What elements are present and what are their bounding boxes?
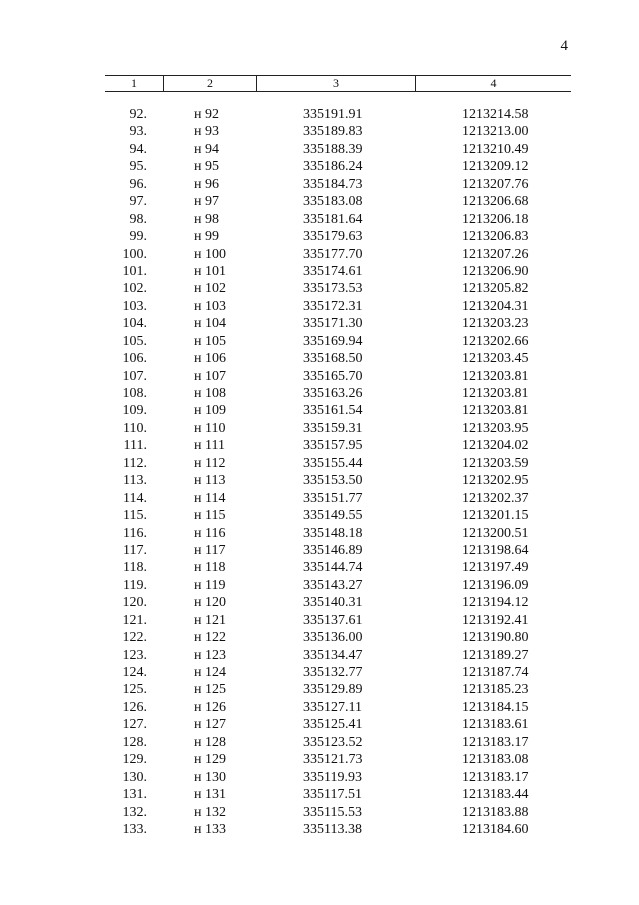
coordinate-y: 1213209.12 (462, 159, 529, 175)
table-row (0, 664, 639, 681)
coordinate-y: 1213203.95 (462, 420, 529, 436)
point-number: 128. (122, 734, 147, 750)
point-label: н 111 (194, 438, 225, 454)
point-label: н 99 (194, 229, 219, 245)
point-number: 117. (123, 542, 147, 558)
point-label: н 97 (194, 194, 219, 210)
coordinate-x: 335157.95 (303, 438, 363, 454)
coordinate-y: 1213189.27 (462, 647, 529, 663)
point-number: 124. (122, 665, 147, 680)
coordinate-x: 335159.31 (303, 420, 363, 436)
coordinate-x: 335183.08 (303, 194, 363, 210)
coordinate-y: 1213190.80 (462, 630, 529, 646)
point-label: н 93 (194, 124, 219, 140)
point-number: 98. (129, 211, 147, 227)
table-row (0, 298, 639, 315)
point-label: н 119 (194, 577, 226, 593)
point-number: 105. (122, 333, 147, 349)
point-label: н 133 (194, 821, 226, 837)
table-row (0, 106, 639, 123)
coordinate-y: 1213183.44 (462, 787, 529, 803)
coordinate-x: 335121.73 (303, 752, 363, 768)
point-number: 118. (123, 560, 147, 576)
coordinate-y: 1213202.95 (462, 473, 529, 489)
coordinate-x: 335191.91 (303, 107, 363, 122)
point-number: 122. (122, 630, 147, 646)
point-label: н 116 (194, 525, 226, 541)
coordinate-y: 1213205.82 (462, 281, 529, 297)
coordinate-x: 335181.64 (303, 211, 363, 227)
point-label: н 123 (194, 647, 226, 663)
point-number: 129. (122, 752, 147, 768)
coordinate-y: 1213207.26 (462, 246, 529, 262)
coordinate-x: 335132.77 (303, 665, 363, 680)
header-column-3: 3 (256, 76, 415, 91)
coordinate-y: 1213183.88 (462, 804, 529, 820)
table-row (0, 577, 639, 594)
point-label: н 96 (194, 176, 219, 192)
coordinate-x: 335136.00 (303, 630, 363, 646)
coordinate-y: 1213207.76 (462, 176, 529, 192)
table-row (0, 193, 639, 210)
point-number: 104. (122, 316, 147, 332)
point-label: н 127 (194, 717, 226, 733)
point-number: 92. (129, 107, 147, 122)
table-header (105, 75, 571, 92)
point-number: 97. (129, 194, 147, 210)
point-label: н 131 (194, 787, 226, 803)
point-number: 123. (122, 647, 147, 663)
table-row (0, 315, 639, 332)
coordinate-x: 335179.63 (303, 229, 363, 245)
coordinate-x: 335146.89 (303, 542, 363, 558)
point-label: н 121 (194, 612, 226, 628)
coordinate-y: 1213183.17 (462, 769, 529, 785)
table-row (0, 350, 639, 367)
coordinate-x: 335140.31 (303, 595, 363, 611)
coordinate-y: 1213206.68 (462, 194, 529, 210)
point-number: 121. (122, 612, 147, 628)
table-row (0, 176, 639, 193)
point-number: 132. (122, 804, 147, 820)
point-label: н 124 (194, 665, 226, 680)
coordinate-y: 1213184.15 (462, 699, 529, 715)
point-number: 108. (122, 386, 147, 401)
point-label: н 128 (194, 734, 226, 750)
table-row (0, 228, 639, 245)
coordinate-y: 1213203.23 (462, 316, 529, 332)
point-label: н 106 (194, 351, 226, 367)
coordinate-y: 1213183.17 (462, 734, 529, 750)
table-row (0, 246, 639, 263)
table-row (0, 141, 639, 158)
point-number: 116. (123, 525, 147, 541)
point-label: н 98 (194, 211, 219, 227)
point-label: н 109 (194, 403, 226, 419)
coordinate-x: 335168.50 (303, 351, 363, 367)
point-label: н 105 (194, 333, 226, 349)
coordinate-y: 1213194.12 (462, 595, 529, 611)
table-row (0, 263, 639, 280)
point-label: н 122 (194, 630, 226, 646)
table-row (0, 804, 639, 821)
point-number: 110. (123, 420, 147, 436)
coordinate-x: 335113.38 (303, 821, 362, 837)
point-number: 109. (122, 403, 147, 419)
table-row (0, 699, 639, 716)
table-row (0, 559, 639, 576)
coordinate-x: 335134.47 (303, 647, 363, 663)
header-column-4: 4 (415, 76, 571, 91)
coordinate-x: 335174.61 (303, 263, 363, 279)
point-label: н 120 (194, 595, 226, 611)
point-number: 120. (122, 595, 147, 611)
point-number: 99. (129, 229, 147, 245)
header-column-1: 1 (131, 76, 137, 90)
point-label: н 101 (194, 263, 226, 279)
coordinate-x: 335161.54 (303, 403, 363, 419)
coordinate-y: 1213198.64 (462, 542, 529, 558)
point-number: 93. (129, 124, 147, 140)
coordinate-y: 1213206.18 (462, 211, 529, 227)
coordinate-x: 335149.55 (303, 508, 363, 524)
coordinate-x: 335186.24 (303, 159, 363, 175)
table-row (0, 437, 639, 454)
coordinate-y: 1213204.02 (462, 438, 529, 454)
coordinate-y: 1213206.90 (462, 263, 529, 279)
coordinate-x: 335189.83 (303, 124, 363, 140)
coordinate-y: 1213203.45 (462, 351, 529, 367)
coordinate-x: 335144.74 (303, 560, 363, 576)
table-row (0, 647, 639, 664)
coordinate-x: 335127.11 (303, 699, 362, 715)
coordinate-x: 335129.89 (303, 682, 363, 698)
table-row (0, 490, 639, 507)
coordinate-x: 335177.70 (303, 246, 363, 262)
coordinates-table-body (0, 106, 639, 838)
point-number: 103. (122, 298, 147, 314)
coordinate-y: 1213202.37 (462, 490, 529, 506)
table-row (0, 629, 639, 646)
point-label: н 118 (194, 560, 226, 576)
coordinate-x: 335184.73 (303, 176, 363, 192)
point-number: 126. (122, 699, 147, 715)
point-label: н 108 (194, 386, 226, 401)
point-number: 113. (123, 473, 147, 489)
coordinate-y: 1213183.08 (462, 752, 529, 768)
point-number: 119. (123, 577, 147, 593)
point-label: н 125 (194, 682, 226, 698)
point-label: н 102 (194, 281, 226, 297)
coordinate-x: 335163.26 (303, 386, 363, 401)
table-row (0, 280, 639, 297)
coordinate-y: 1213196.09 (462, 577, 529, 593)
coordinate-y: 1213200.51 (462, 525, 529, 541)
point-label: н 114 (194, 490, 226, 506)
point-number: 101. (122, 263, 147, 279)
point-label: н 95 (194, 159, 219, 175)
point-label: н 126 (194, 699, 226, 715)
point-number: 111. (123, 438, 147, 454)
table-row (0, 455, 639, 472)
coordinate-y: 1213201.15 (462, 508, 529, 524)
coordinate-x: 335171.30 (303, 316, 363, 332)
coordinate-y: 1213203.81 (462, 403, 529, 419)
point-number: 130. (122, 769, 147, 785)
coordinate-y: 1213214.58 (462, 107, 529, 122)
point-label: н 107 (194, 368, 226, 384)
coordinate-x: 335155.44 (303, 455, 363, 471)
coordinate-y: 1213187.74 (462, 665, 529, 680)
coordinate-y: 1213210.49 (462, 141, 529, 157)
table-row (0, 402, 639, 419)
point-number: 125. (122, 682, 147, 698)
table-row (0, 612, 639, 629)
coordinate-x: 335188.39 (303, 141, 363, 157)
table-row (0, 716, 639, 733)
coordinate-y: 1213203.81 (462, 386, 529, 401)
coordinate-y: 1213202.66 (462, 333, 529, 349)
table-row (0, 751, 639, 768)
coordinate-y: 1213206.83 (462, 229, 529, 245)
coordinate-x: 335137.61 (303, 612, 363, 628)
point-number: 96. (129, 176, 147, 192)
point-number: 94. (129, 141, 147, 157)
point-label: н 130 (194, 769, 226, 785)
coordinate-x: 335117.51 (303, 787, 362, 803)
coordinate-x: 335173.53 (303, 281, 363, 297)
table-row (0, 594, 639, 611)
point-label: н 129 (194, 752, 226, 768)
table-row (0, 507, 639, 524)
point-number: 100. (122, 246, 147, 262)
point-number: 114. (123, 490, 147, 506)
point-label: н 110 (194, 420, 226, 436)
point-label: н 100 (194, 246, 226, 262)
coordinate-y: 1213213.00 (462, 124, 529, 140)
coordinate-x: 335123.52 (303, 734, 363, 750)
coordinate-y: 1213203.59 (462, 455, 529, 471)
coordinate-y: 1213183.61 (462, 717, 529, 733)
coordinate-x: 335125.41 (303, 717, 363, 733)
point-number: 131. (122, 787, 147, 803)
point-label: н 117 (194, 542, 226, 558)
coordinate-x: 335151.77 (303, 490, 363, 506)
point-label: н 112 (194, 455, 226, 471)
coordinate-x: 335165.70 (303, 368, 363, 384)
table-row (0, 821, 639, 838)
table-row (0, 472, 639, 489)
table-row (0, 420, 639, 437)
coordinate-y: 1213192.41 (462, 612, 529, 628)
point-number: 127. (122, 717, 147, 733)
coordinate-x: 335169.94 (303, 333, 363, 349)
point-number: 112. (123, 455, 147, 471)
table-row (0, 734, 639, 751)
coordinate-y: 1213203.81 (462, 368, 529, 384)
table-row (0, 158, 639, 175)
point-label: н 115 (194, 508, 226, 524)
table-row (0, 525, 639, 542)
table-row (0, 769, 639, 786)
point-number: 102. (122, 281, 147, 297)
header-column-2: 2 (163, 76, 256, 91)
table-row (0, 542, 639, 559)
table-row (0, 786, 639, 803)
table-row (0, 681, 639, 698)
table-row (0, 123, 639, 140)
coordinate-x: 335143.27 (303, 577, 363, 593)
point-number: 106. (122, 351, 147, 367)
point-label: н 94 (194, 141, 219, 157)
coordinate-y: 1213204.31 (462, 298, 529, 314)
coordinate-x: 335119.93 (303, 769, 362, 785)
coordinate-y: 1213185.23 (462, 682, 529, 698)
point-number: 133. (122, 821, 147, 837)
coordinate-x: 335115.53 (303, 804, 362, 820)
point-label: н 103 (194, 298, 226, 314)
point-label: н 92 (194, 107, 219, 122)
coordinate-y: 1213184.60 (462, 821, 529, 837)
point-label: н 113 (194, 473, 226, 489)
table-row (0, 333, 639, 350)
table-row (0, 368, 639, 385)
point-label: н 132 (194, 804, 226, 820)
point-label: н 104 (194, 316, 226, 332)
point-number: 107. (122, 368, 147, 384)
point-number: 95. (129, 159, 147, 175)
table-row (0, 211, 639, 228)
page-number: 4 (560, 38, 568, 54)
coordinate-x: 335172.31 (303, 298, 363, 314)
coordinate-y: 1213197.49 (462, 560, 529, 576)
coordinate-x: 335153.50 (303, 473, 363, 489)
point-number: 115. (123, 508, 147, 524)
coordinate-x: 335148.18 (303, 525, 363, 541)
table-row (0, 385, 639, 402)
